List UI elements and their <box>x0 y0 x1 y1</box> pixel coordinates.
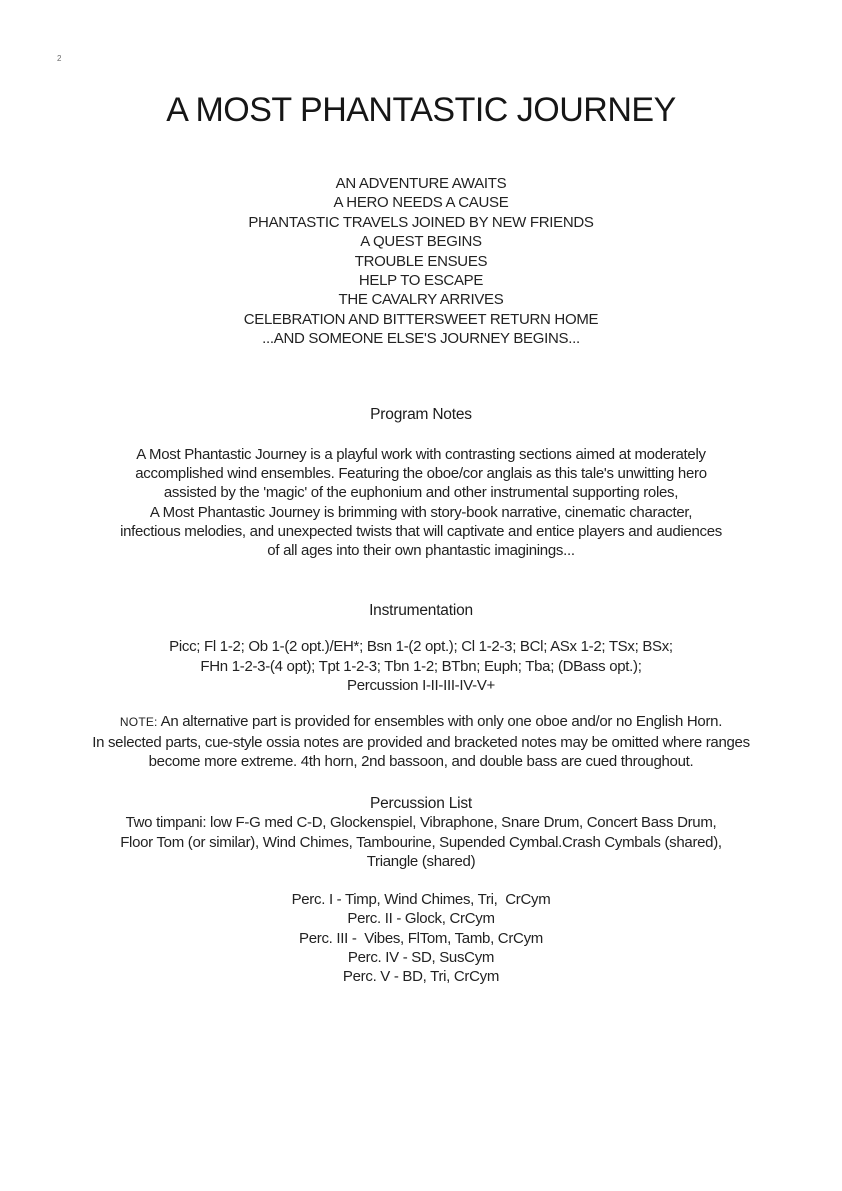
page-number: 2 <box>57 54 62 63</box>
percussion-assignment-line: Perc. II - Glock, CrCym <box>347 910 495 928</box>
instrumentation-body <box>0 637 842 695</box>
note-text: An alternative part is provided for ensembles with only one oboe and/or no English Horn. <box>157 713 723 731</box>
movement-line: PHANTASTIC TRAVELS JOINED BY NEW FRIENDS <box>248 213 594 231</box>
movement-line: ...AND SOMEONE ELSE'S JOURNEY BEGINS... <box>262 330 580 348</box>
instrumentation-line: Picc; Fl 1-2; Ob 1-(2 opt.)/EH*; Bsn 1-(2 opt.); Cl 1-2-3; BCl; ASx 1-2; TSx; BSx; <box>169 638 673 656</box>
program-notes-line: infectious melodies, and unexpected twists that will captivate and entice players and audiences <box>120 522 722 540</box>
percussion-list-line: Two timpani: low F-G med C-D, Glockenspiel, Vibraphone, Snare Drum, Concert Bass Drum, <box>125 814 717 832</box>
movement-list <box>0 174 842 349</box>
percussion-assignment-line: Perc. V - BD, Tri, CrCym <box>342 968 500 986</box>
percussion-assignment-line: Perc. IV - SD, SusCym <box>347 949 495 966</box>
percussion-assignment-line: Perc. I - Timp, Wind Chimes, Tri, CrCym <box>291 891 551 909</box>
program-notes-line: assisted by the 'magic' of the euphonium and other instrumental supporting roles, <box>163 484 679 502</box>
percussion-list-line: Floor Tom (or similar), Wind Chimes, Tambourine, Supended Cymbal.Crash Cymbals (shared), <box>120 833 722 851</box>
instrumentation-line: Percussion I-II-III-IV-V+ <box>347 677 495 695</box>
movement-line: CELEBRATION AND BITTERSWEET RETURN HOME <box>243 310 599 328</box>
performance-note <box>0 712 842 771</box>
percussion-list-line: Triangle (shared) <box>366 852 476 870</box>
note-label: NOTE: <box>119 715 158 730</box>
percussion-assignments <box>0 890 842 986</box>
movement-line: A HERO NEEDS A CAUSE <box>333 194 509 212</box>
note-line: In selected parts, cue-style ossia notes are provided and bracketed notes may be omitted where ranges <box>92 733 750 751</box>
piece-title: A MOST PHANTASTIC JOURNEY <box>166 91 676 129</box>
note-line <box>0 712 842 732</box>
program-notes-line: A Most Phantastic Journey is a playful work with contrasting sections aimed at moderately <box>136 445 706 463</box>
instrumentation-line: FHn 1-2-3-(4 opt); Tpt 1-2-3; Tbn 1-2; BTbn; Euph; Tba; (DBass opt.); <box>200 657 642 675</box>
percussion-assignment-line: Perc. III - Vibes, FlTom, Tamb, CrCym <box>299 929 543 947</box>
program-notes-body <box>0 445 842 561</box>
movement-line: TROUBLE ENSUES <box>354 252 488 270</box>
program-notes-line: A Most Phantastic Journey is brimming with story-book narrative, cinematic character, <box>149 503 693 521</box>
percussion-list-body <box>0 813 842 871</box>
movement-line: THE CAVALRY ARRIVES <box>338 291 504 309</box>
program-notes-heading: Program Notes <box>370 405 472 423</box>
movement-line: AN ADVENTURE AWAITS <box>335 175 507 192</box>
program-notes-line: of all ages into their own phantastic imaginings... <box>267 542 575 560</box>
movement-line: A QUEST BEGINS <box>360 233 482 251</box>
program-notes-line: accomplished wind ensembles. Featuring the oboe/cor anglais as this tale's unwitting hero <box>135 464 707 482</box>
note-line: become more extreme. 4th horn, 2nd bassoon, and double bass are cued throughout. <box>148 752 694 770</box>
percussion-list-heading: Percussion List <box>369 795 473 813</box>
movement-line: HELP TO ESCAPE <box>358 272 484 290</box>
instrumentation-heading: Instrumentation <box>369 602 473 620</box>
